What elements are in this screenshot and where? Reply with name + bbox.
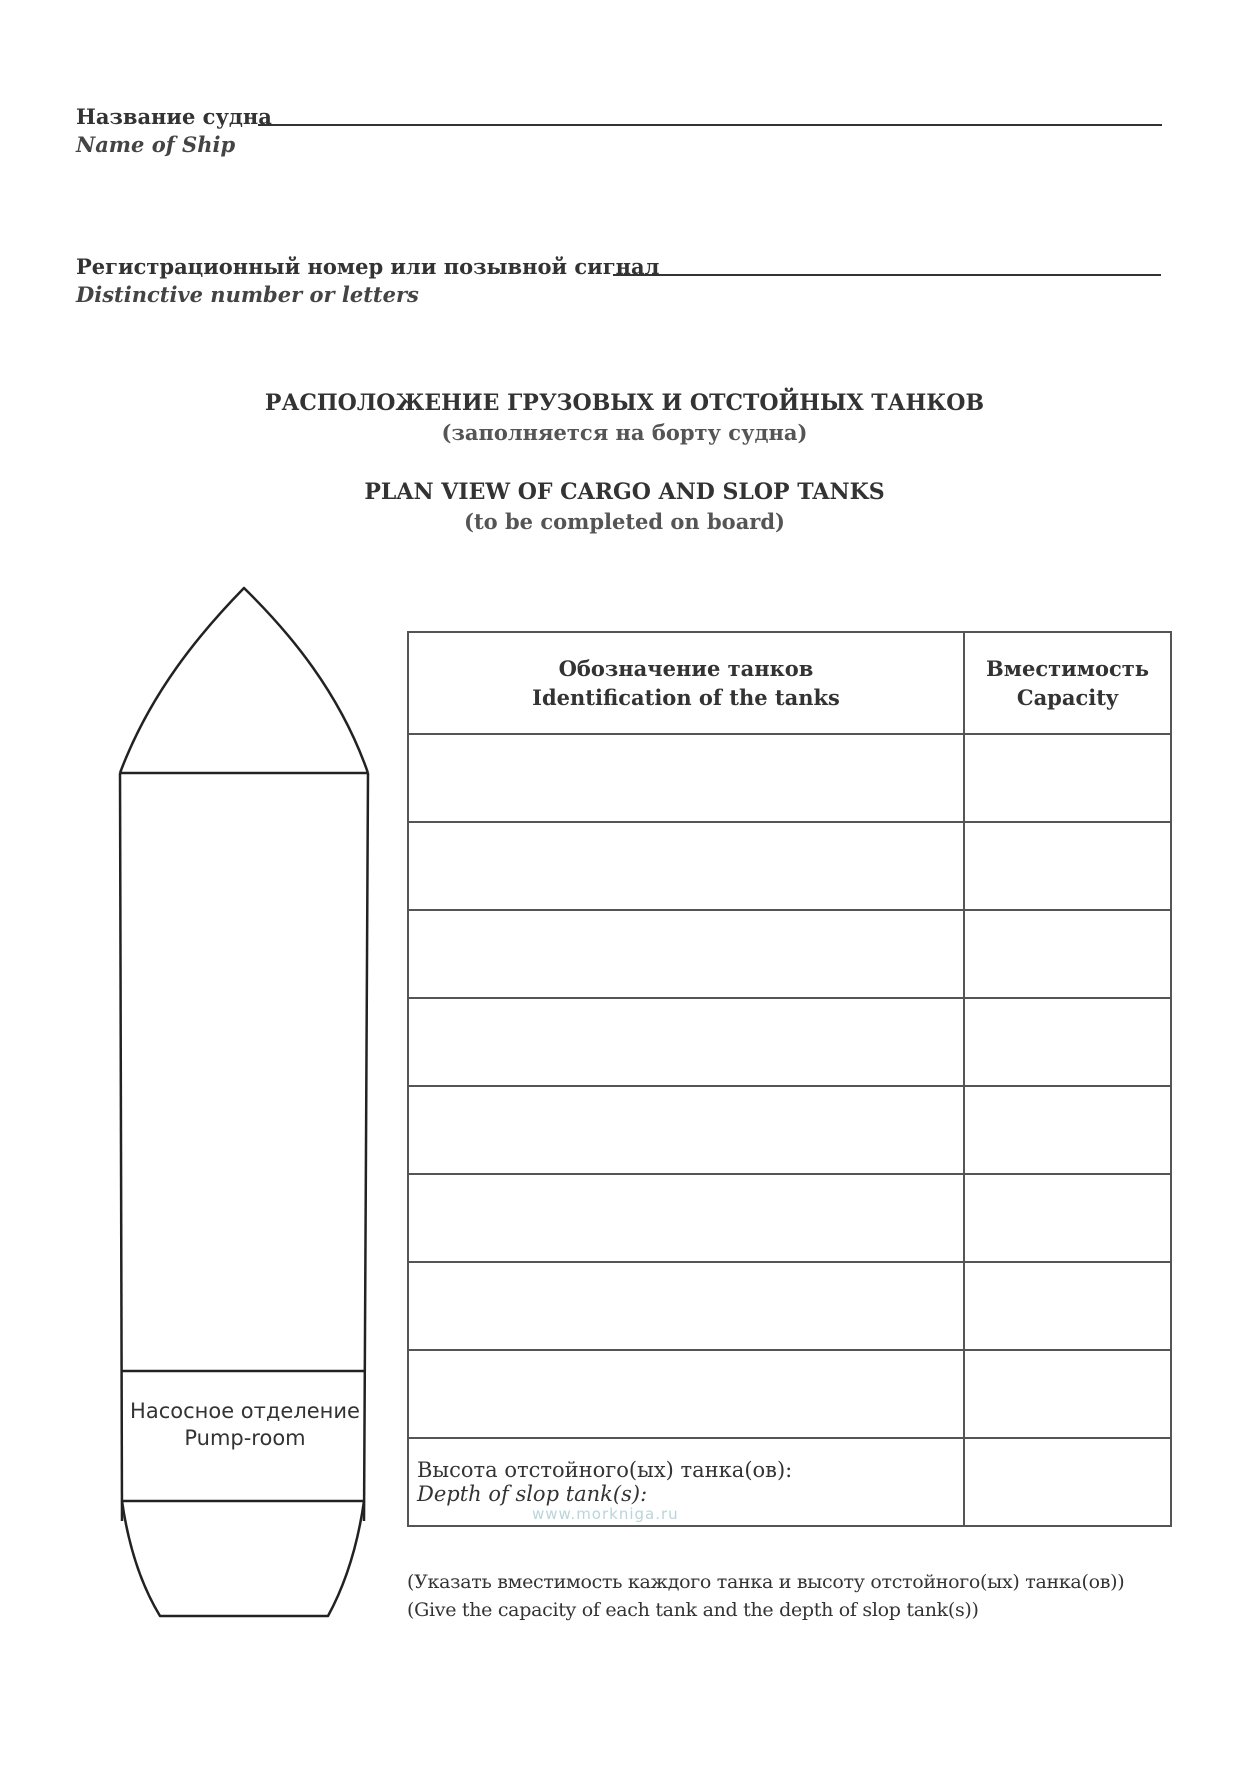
subtitle-en: (to be completed on board) — [464, 509, 785, 534]
table-row — [408, 1174, 1171, 1262]
tank-table — [407, 631, 1172, 1527]
tank-capacity-cell[interactable] — [964, 1174, 1171, 1262]
tank-capacity-cell[interactable] — [964, 998, 1171, 1086]
ship-plan-diagram — [110, 583, 380, 1623]
table-row — [408, 1350, 1171, 1438]
capacity-header-ru: Вместимость — [985, 656, 1150, 681]
identification-header-ru: Обозначение танков — [558, 656, 814, 681]
title-ru: РАСПОЛОЖЕНИЕ ГРУЗОВЫХ И ОТСТОЙНЫХ ТАНКОВ — [264, 390, 985, 416]
depth-row — [408, 1438, 1171, 1526]
watermark: www.morkniga.ru — [532, 1505, 679, 1523]
subtitle-ru: (заполняется на борту судна) — [441, 420, 808, 445]
ship-stern — [122, 1501, 364, 1616]
ship-name-label-en: Name of Ship — [76, 132, 236, 157]
depth-label-cell — [408, 1438, 964, 1526]
pump-room-label-en: Pump-room — [184, 1426, 306, 1450]
distinctive-number-field — [76, 254, 659, 307]
heading-en — [0, 479, 1249, 534]
table-row — [408, 910, 1171, 998]
depth-label-en: Depth of slop tank(s): — [417, 1482, 648, 1506]
identification-header — [408, 632, 964, 734]
tank-capacity-cell[interactable] — [964, 1086, 1171, 1174]
table-row — [408, 1262, 1171, 1350]
tank-capacity-cell[interactable] — [964, 910, 1171, 998]
tank-id-cell[interactable] — [408, 1350, 964, 1438]
tank-id-cell[interactable] — [408, 1174, 964, 1262]
table-header-row — [408, 632, 1171, 734]
depth-label-ru: Высота отстойного(ых) танка(ов): — [417, 1458, 793, 1482]
heading-ru — [0, 390, 1249, 445]
instruction-note-ru: (Указать вместимость каждого танка и высоту отстойного(ых) танка(ов)) — [407, 1571, 1125, 1593]
identification-header-en: Identification of the tanks — [532, 685, 840, 710]
capacity-header — [964, 632, 1171, 734]
ship-name-input-line[interactable] — [258, 124, 1162, 126]
pump-room-label — [120, 1398, 370, 1452]
tank-id-cell[interactable] — [408, 1262, 964, 1350]
tank-id-cell[interactable] — [408, 910, 964, 998]
tank-capacity-cell[interactable] — [964, 1262, 1171, 1350]
tank-id-cell[interactable] — [408, 734, 964, 822]
ship-name-label-ru: Название судна — [76, 104, 272, 129]
depth-value-cell[interactable] — [964, 1438, 1171, 1526]
instruction-note-en: (Give the capacity of each tank and the depth of slop tank(s)) — [407, 1599, 979, 1621]
tank-capacity-cell[interactable] — [964, 1350, 1171, 1438]
title-en: PLAN VIEW OF CARGO AND SLOP TANKS — [364, 479, 885, 505]
tank-id-cell[interactable] — [408, 822, 964, 910]
distinctive-label-en: Distinctive number or letters — [76, 282, 419, 307]
table-row — [408, 822, 1171, 910]
tank-id-cell[interactable] — [408, 1086, 964, 1174]
pump-room-label-ru: Насосное отделение — [130, 1399, 360, 1423]
table-row — [408, 734, 1171, 822]
capacity-header-en: Capacity — [1016, 685, 1119, 710]
tank-id-cell[interactable] — [408, 998, 964, 1086]
table-row — [408, 998, 1171, 1086]
tank-capacity-cell[interactable] — [964, 734, 1171, 822]
distinctive-label-ru: Регистрационный номер или позывной сигнал — [76, 254, 660, 279]
ship-name-field — [76, 104, 272, 157]
ship-bow — [120, 588, 368, 773]
distinctive-input-line[interactable] — [613, 274, 1161, 276]
instruction-note — [407, 1568, 1124, 1624]
tank-capacity-cell[interactable] — [964, 822, 1171, 910]
table-row — [408, 1086, 1171, 1174]
